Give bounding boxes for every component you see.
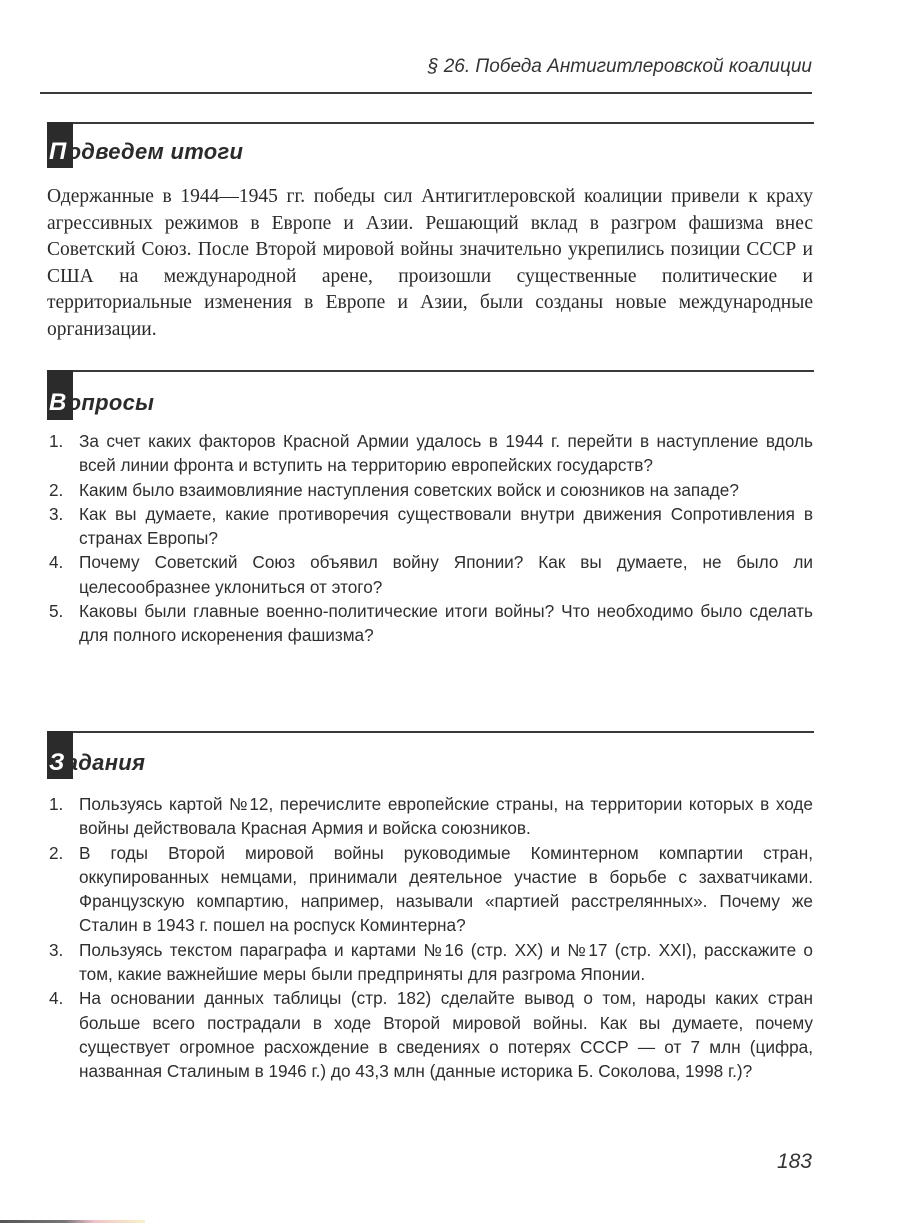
task-number: 3.	[49, 939, 64, 960]
tasks-title-initial: З	[49, 749, 65, 776]
question-item	[47, 478, 813, 502]
scan-edge	[0, 1220, 145, 1223]
question-text: Каким было взаимовлияние наступления советских войск и союзников на западе?	[79, 479, 739, 500]
task-item	[47, 986, 813, 1083]
task-item	[47, 792, 813, 841]
question-item	[47, 429, 813, 478]
question-number: 2.	[49, 479, 64, 500]
tasks-title-rest: адания	[65, 750, 146, 775]
task-number: 2.	[49, 842, 64, 863]
question-text: Каковы были главные военно-политические итоги войны? Что необходимо было сделать для полного искоренения фашизма?	[79, 601, 813, 646]
summary-section-rule	[64, 122, 814, 124]
summary-text: Одержанные в 1944—1945 гг. победы сил Антигитлеровской коалиции привели к краху агрессивных режимов в Европе и Азии. Решающий вклад в разгром фашизма внес Советский Союз. После Второй мировой войны значительно укрепились позиции СССР и США на международной арене, произошли существенные политические и территориальные изменения в Европе и Азии, были созданы новые международные организации.	[47, 186, 813, 340]
questions-section-title	[49, 389, 154, 417]
question-number: 1.	[49, 431, 64, 451]
summary-section-title	[49, 138, 243, 166]
summary-title-initial: П	[49, 138, 67, 165]
task-text: Пользуясь картой №12, перечислите европейские страны, на территории которых в ходе войны действовала Красная Армия и войска союзников.	[79, 794, 813, 839]
task-number: 1.	[49, 794, 64, 814]
tasks-section-rule	[64, 731, 814, 733]
page-number: 183	[776, 1150, 812, 1173]
task-number: 4.	[49, 988, 64, 1009]
question-item	[47, 599, 813, 648]
running-head: § 26. Победа Антигитлеровской коалиции	[427, 56, 812, 77]
questions-title-initial: В	[49, 389, 67, 416]
question-item	[47, 502, 813, 551]
question-text: Почему Советский Союз объявил войну Японии? Как вы думаете, не было ли целесообразнее уклониться от этого?	[79, 552, 813, 597]
question-text: Как вы думаете, какие противоречия существовали внутри движения Сопротивления в странах Европы?	[79, 503, 813, 549]
questions-section-rule	[64, 370, 814, 372]
tasks-list	[47, 792, 813, 1084]
question-number: 5.	[49, 601, 64, 622]
question-number: 3.	[49, 503, 64, 524]
task-text: На основании данных таблицы (стр. 182) сделайте вывод о том, народы каких стран больше всего пострадали в ходе Второй мировой войны. Как вы думаете, почему существует огромное расхождение в сведениях о потерях СССР — от 7 млн (цифра, названная Сталиным в 1946 г.) до 43,3 млн (данные историка Б. Соколова, 1998 г.)?	[79, 988, 813, 1082]
questions-list	[47, 429, 813, 648]
tasks-section-title	[49, 749, 145, 777]
summary-title-rest: одведем итоги	[67, 139, 244, 164]
question-item	[47, 550, 813, 599]
task-text: В годы Второй мировой войны руководимые Коминтерном компартии стран, оккупированных немцами, принимали деятельное участие в борьбе с захватчиками. Французскую компартию, например, называли «партией расстрелянных». Почему же Сталин в 1943 г. пошел на роспуск Коминтерна?	[79, 842, 813, 936]
question-text: За счет каких факторов Красной Армии удалось в 1944 г. перейти в наступление вдоль всей линии фронта и вступить на территорию европейских государств?	[79, 431, 813, 476]
questions-title-rest: опросы	[67, 390, 155, 415]
task-item	[47, 938, 813, 987]
header-rule	[40, 92, 812, 94]
task-item	[47, 841, 813, 938]
question-number: 4.	[49, 552, 64, 573]
task-text: Пользуясь текстом параграфа и картами №16 (стр. XX) и №17 (стр. XXI), расскажите о том, какие важнейшие меры были предприняты для разгрома Японии.	[79, 939, 813, 985]
